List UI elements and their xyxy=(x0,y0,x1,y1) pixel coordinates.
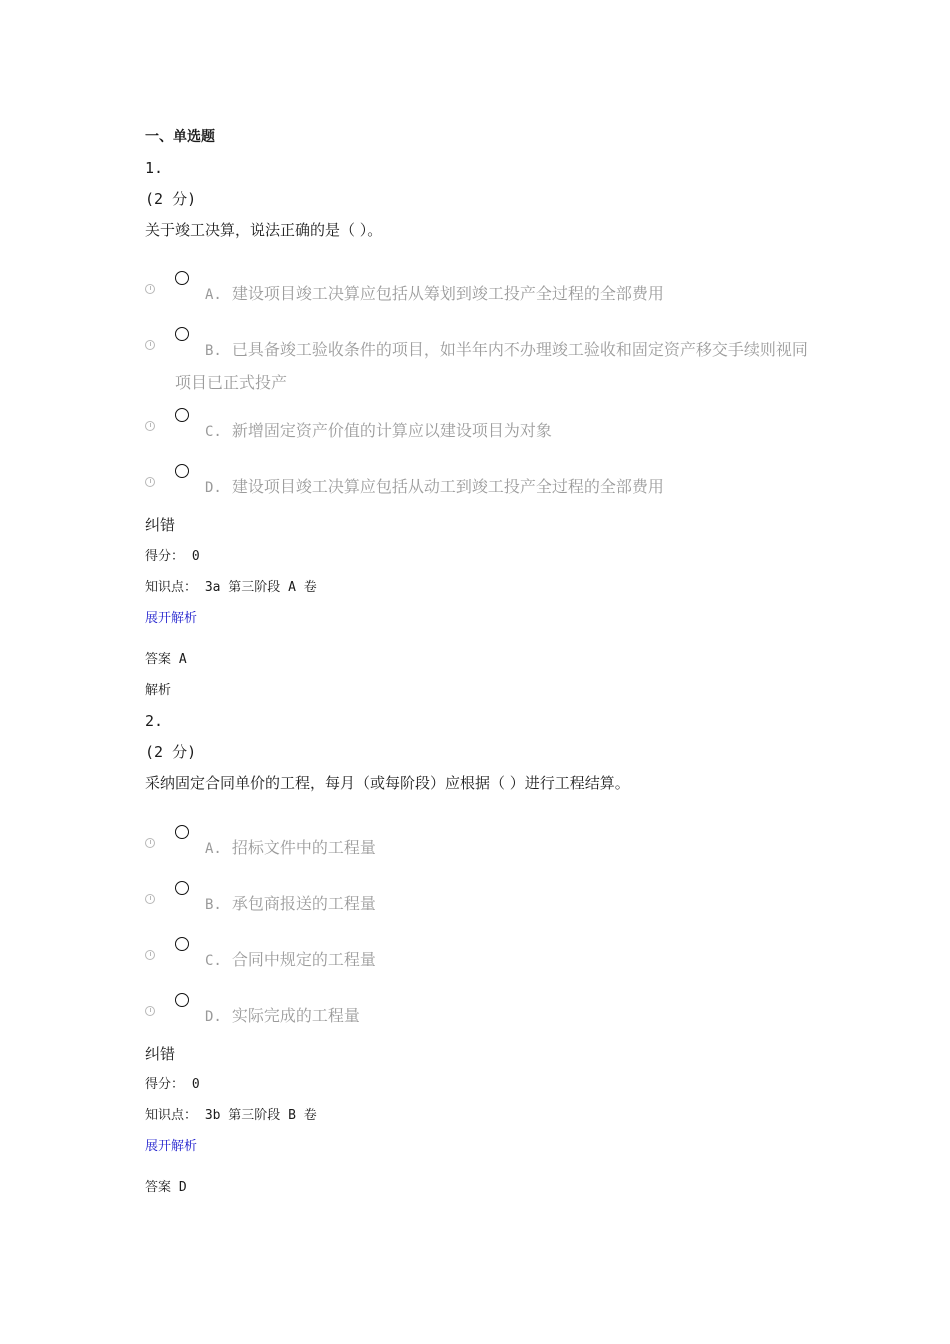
option-letter: C. xyxy=(205,424,222,440)
option-text: 建设项目竣工决算应包括从筹划到竣工投产全过程的全部费用 xyxy=(231,284,664,303)
question-number: 1. xyxy=(145,159,164,177)
option-letter: B. xyxy=(205,343,222,359)
option-letter: A. xyxy=(205,287,222,303)
option-text: 新增固定资产价值的计算应以建设项目为对象 xyxy=(231,421,552,440)
option-text: 招标文件中的工程量 xyxy=(231,838,376,857)
score-line: 得分： 0 xyxy=(145,549,200,564)
option-marker-icon xyxy=(145,894,155,904)
correction-link[interactable]: 纠错 xyxy=(145,1045,176,1063)
option-text: 承包商报送的工程量 xyxy=(231,894,376,913)
expand-analysis-link[interactable]: 展开解析 xyxy=(145,1139,198,1154)
option-text: 已具备竣工验收条件的项目，如半年内不办理竣工验收和固定资产移交手续则视同项目已正式投产 xyxy=(175,340,808,392)
option-marker-icon xyxy=(145,477,155,487)
answer-line: 答案 A xyxy=(145,652,187,667)
knowledge-point: 知识点： 3b 第三阶段 B 卷 xyxy=(145,1108,317,1123)
option-letter: C. xyxy=(205,953,222,969)
question-stem: 关于竣工决算，说法正确的是（ ）。 xyxy=(145,221,383,239)
expand-analysis-link[interactable]: 展开解析 xyxy=(145,611,198,626)
question-stem: 采纳固定合同单价的工程，每月（或每阶段）应根据（ ）进行工程结算。 xyxy=(145,774,630,792)
knowledge-point: 知识点： 3a 第三阶段 A 卷 xyxy=(145,580,317,595)
option-letter: B. xyxy=(205,897,222,913)
question-score: (2 分) xyxy=(145,743,197,761)
correction-link[interactable]: 纠错 xyxy=(145,516,176,534)
option-text: 合同中规定的工程量 xyxy=(231,950,376,969)
answer-line: 答案 D xyxy=(145,1180,187,1195)
option-marker-icon xyxy=(145,950,155,960)
option-letter: A. xyxy=(205,841,222,857)
option-marker-icon xyxy=(145,1006,155,1016)
option-marker-icon xyxy=(145,340,155,350)
score-line: 得分： 0 xyxy=(145,1077,200,1092)
option-letter: D. xyxy=(205,480,222,496)
option-marker-icon xyxy=(145,284,155,294)
option-letter: D. xyxy=(205,1009,222,1025)
question-number: 2. xyxy=(145,712,164,730)
section-title: 一、单选题 xyxy=(145,129,215,145)
option-text: 建设项目竣工决算应包括从动工到竣工投产全过程的全部费用 xyxy=(231,477,664,496)
option-text: 实际完成的工程量 xyxy=(231,1006,360,1025)
option-marker-icon xyxy=(145,838,155,848)
question-score: (2 分) xyxy=(145,190,197,208)
option-marker-icon xyxy=(145,421,155,431)
analysis-label: 解析 xyxy=(145,683,172,698)
